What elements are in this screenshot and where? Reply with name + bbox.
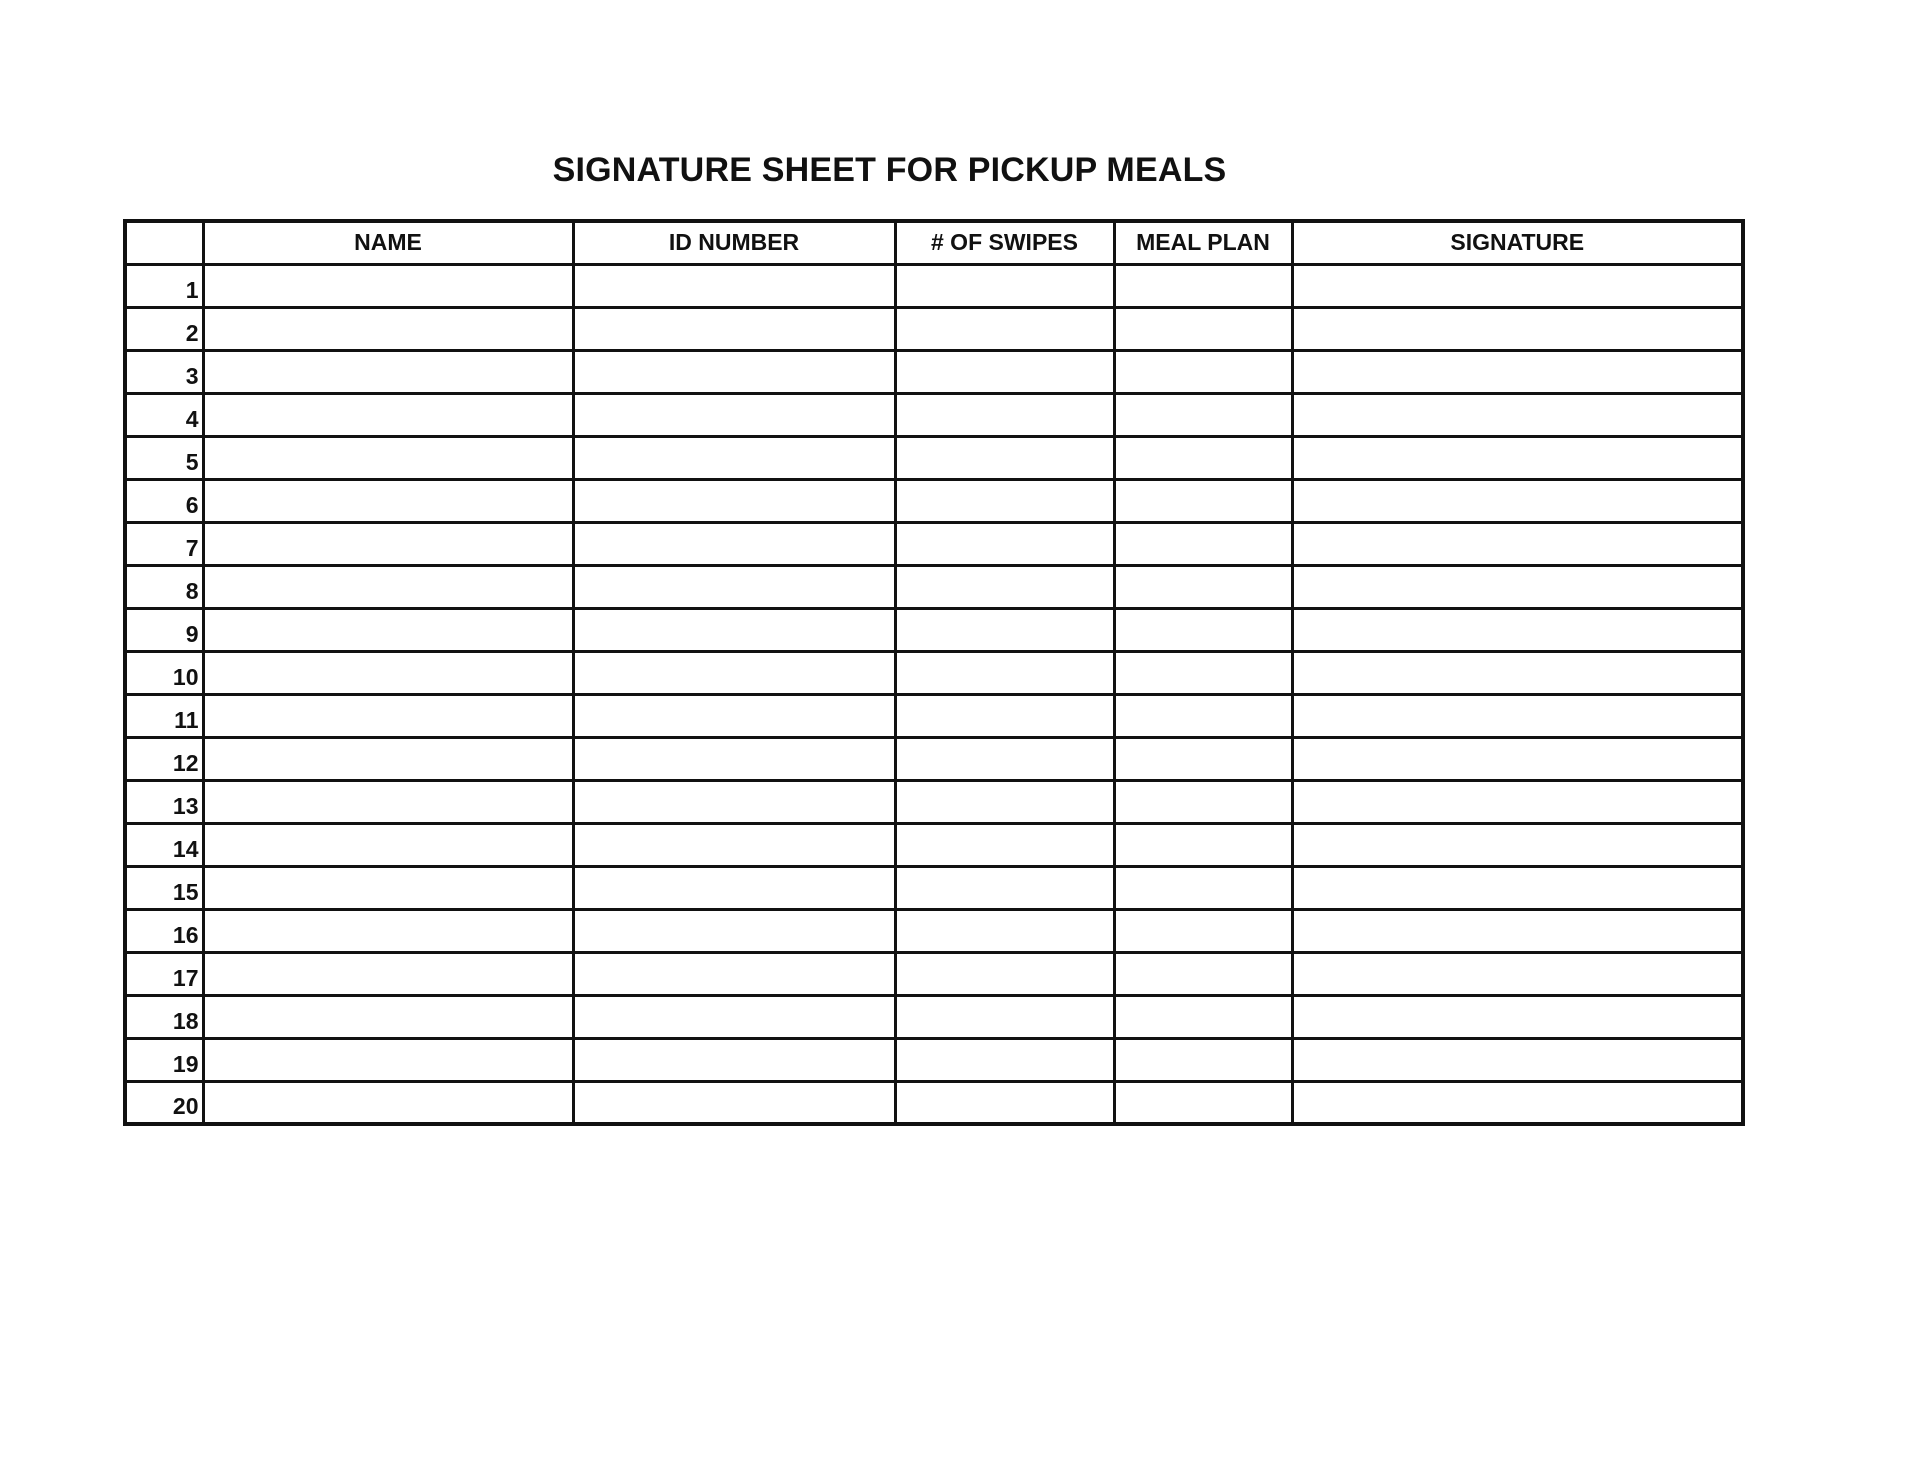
id-number-cell[interactable] [573, 350, 895, 393]
row-number: 15 [125, 866, 203, 909]
name-cell[interactable] [203, 909, 573, 952]
swipes-cell[interactable] [895, 823, 1114, 866]
meal-plan-cell[interactable] [1114, 737, 1292, 780]
id-number-cell[interactable] [573, 1038, 895, 1081]
table-row [125, 565, 1743, 608]
meal-plan-cell[interactable] [1114, 436, 1292, 479]
id-number-cell[interactable] [573, 952, 895, 995]
row-number: 4 [125, 393, 203, 436]
id-number-cell[interactable] [573, 608, 895, 651]
table-row [125, 909, 1743, 952]
swipes-cell[interactable] [895, 651, 1114, 694]
row-number: 2 [125, 307, 203, 350]
signature-cell[interactable] [1292, 1038, 1743, 1081]
row-number: 12 [125, 737, 203, 780]
id-number-cell[interactable] [573, 694, 895, 737]
swipes-cell[interactable] [895, 1038, 1114, 1081]
name-cell[interactable] [203, 264, 573, 307]
row-number: 9 [125, 608, 203, 651]
table-row [125, 952, 1743, 995]
table-row [125, 350, 1743, 393]
meal-plan-cell[interactable] [1114, 608, 1292, 651]
id-number-cell[interactable] [573, 651, 895, 694]
swipes-cell[interactable] [895, 1081, 1114, 1124]
swipes-cell[interactable] [895, 565, 1114, 608]
id-number-cell[interactable] [573, 823, 895, 866]
swipes-cell[interactable] [895, 393, 1114, 436]
signature-table [123, 219, 1745, 1126]
meal-plan-cell[interactable] [1114, 694, 1292, 737]
signature-cell[interactable] [1292, 307, 1743, 350]
table-row [125, 1081, 1743, 1124]
name-cell[interactable] [203, 737, 573, 780]
signature-cell[interactable] [1292, 651, 1743, 694]
name-cell[interactable] [203, 522, 573, 565]
id-number-cell[interactable] [573, 995, 895, 1038]
name-cell[interactable] [203, 608, 573, 651]
id-number-cell[interactable] [573, 737, 895, 780]
meal-plan-cell[interactable] [1114, 780, 1292, 823]
id-number-cell[interactable] [573, 909, 895, 952]
id-number-cell[interactable] [573, 565, 895, 608]
meal-plan-cell[interactable] [1114, 264, 1292, 307]
name-cell[interactable] [203, 952, 573, 995]
row-number: 16 [125, 909, 203, 952]
signature-grid-container [123, 219, 1745, 1126]
signature-column-header: SIGNATURE [1292, 221, 1743, 264]
signature-cell[interactable] [1292, 780, 1743, 823]
signature-cell[interactable] [1292, 823, 1743, 866]
meal-plan-cell[interactable] [1114, 350, 1292, 393]
name-cell[interactable] [203, 436, 573, 479]
table-row [125, 995, 1743, 1038]
row-number: 20 [125, 1081, 203, 1124]
signature-cell[interactable] [1292, 264, 1743, 307]
table-row [125, 522, 1743, 565]
meal-plan-cell[interactable] [1114, 909, 1292, 952]
swipes-cell[interactable] [895, 522, 1114, 565]
name-cell[interactable] [203, 565, 573, 608]
table-row [125, 651, 1743, 694]
name-cell[interactable] [203, 1038, 573, 1081]
meal-plan-cell[interactable] [1114, 565, 1292, 608]
signature-cell[interactable] [1292, 909, 1743, 952]
swipes-cell[interactable] [895, 737, 1114, 780]
table-row [125, 737, 1743, 780]
id-number-cell[interactable] [573, 780, 895, 823]
id-number-column-header: ID NUMBER [573, 221, 895, 264]
id-number-cell[interactable] [573, 393, 895, 436]
table-row [125, 694, 1743, 737]
page-title: SIGNATURE SHEET FOR PICKUP MEALS [552, 151, 1227, 189]
name-cell[interactable] [203, 307, 573, 350]
header-row [125, 221, 1743, 264]
meal-plan-cell[interactable] [1114, 995, 1292, 1038]
signature-cell[interactable] [1292, 565, 1743, 608]
name-cell[interactable] [203, 694, 573, 737]
id-number-cell[interactable] [573, 522, 895, 565]
meal-plan-cell[interactable] [1114, 479, 1292, 522]
id-number-cell[interactable] [573, 436, 895, 479]
table-row [125, 436, 1743, 479]
swipes-cell[interactable] [895, 866, 1114, 909]
swipes-cell[interactable] [895, 479, 1114, 522]
name-column-header: NAME [203, 221, 573, 264]
table-row [125, 1038, 1743, 1081]
table-row [125, 780, 1743, 823]
table-row [125, 608, 1743, 651]
table-row [125, 393, 1743, 436]
swipes-cell[interactable] [895, 995, 1114, 1038]
row-number: 1 [125, 264, 203, 307]
signature-cell[interactable] [1292, 350, 1743, 393]
signature-cell[interactable] [1292, 694, 1743, 737]
name-cell[interactable] [203, 995, 573, 1038]
name-cell[interactable] [203, 1081, 573, 1124]
signature-cell[interactable] [1292, 737, 1743, 780]
row-number: 7 [125, 522, 203, 565]
id-number-cell[interactable] [573, 307, 895, 350]
signature-cell[interactable] [1292, 952, 1743, 995]
swipes-cell[interactable] [895, 264, 1114, 307]
signature-cell[interactable] [1292, 522, 1743, 565]
swipes-cell[interactable] [895, 694, 1114, 737]
swipes-cell[interactable] [895, 350, 1114, 393]
row-number: 5 [125, 436, 203, 479]
swipes-cell[interactable] [895, 952, 1114, 995]
row-number: 6 [125, 479, 203, 522]
meal-plan-cell[interactable] [1114, 393, 1292, 436]
table-row [125, 264, 1743, 307]
name-cell[interactable] [203, 651, 573, 694]
id-number-cell[interactable] [573, 1081, 895, 1124]
meal-plan-cell[interactable] [1114, 651, 1292, 694]
swipes-cell[interactable] [895, 436, 1114, 479]
meal-plan-cell[interactable] [1114, 307, 1292, 350]
signature-cell[interactable] [1292, 1081, 1743, 1124]
row-number-header [125, 221, 203, 264]
swipes-cell[interactable] [895, 909, 1114, 952]
id-number-cell[interactable] [573, 866, 895, 909]
row-number: 17 [125, 952, 203, 995]
name-cell[interactable] [203, 350, 573, 393]
meal-plan-cell[interactable] [1114, 866, 1292, 909]
id-number-cell[interactable] [573, 479, 895, 522]
name-cell[interactable] [203, 866, 573, 909]
row-number: 8 [125, 565, 203, 608]
name-cell[interactable] [203, 393, 573, 436]
row-number: 10 [125, 651, 203, 694]
signature-cell[interactable] [1292, 393, 1743, 436]
signature-cell[interactable] [1292, 479, 1743, 522]
row-number: 13 [125, 780, 203, 823]
signature-cell[interactable] [1292, 608, 1743, 651]
id-number-cell[interactable] [573, 264, 895, 307]
row-number: 3 [125, 350, 203, 393]
table-row [125, 823, 1743, 866]
row-number: 11 [125, 694, 203, 737]
meal-plan-cell[interactable] [1114, 522, 1292, 565]
table-row [125, 866, 1743, 909]
row-number: 19 [125, 1038, 203, 1081]
swipes-cell[interactable] [895, 780, 1114, 823]
swipes-cell[interactable] [895, 307, 1114, 350]
name-cell[interactable] [203, 823, 573, 866]
signature-cell[interactable] [1292, 436, 1743, 479]
name-cell[interactable] [203, 479, 573, 522]
swipes-column-header: # OF SWIPES [895, 221, 1114, 264]
signature-cell[interactable] [1292, 995, 1743, 1038]
meal-plan-cell[interactable] [1114, 1081, 1292, 1124]
signature-cell[interactable] [1292, 866, 1743, 909]
meal-plan-column-header: MEAL PLAN [1114, 221, 1292, 264]
swipes-cell[interactable] [895, 608, 1114, 651]
meal-plan-cell[interactable] [1114, 952, 1292, 995]
table-row [125, 307, 1743, 350]
meal-plan-cell[interactable] [1114, 1038, 1292, 1081]
meal-plan-cell[interactable] [1114, 823, 1292, 866]
row-number: 18 [125, 995, 203, 1038]
row-number: 14 [125, 823, 203, 866]
name-cell[interactable] [203, 780, 573, 823]
table-row [125, 479, 1743, 522]
table-body [125, 264, 1743, 1124]
